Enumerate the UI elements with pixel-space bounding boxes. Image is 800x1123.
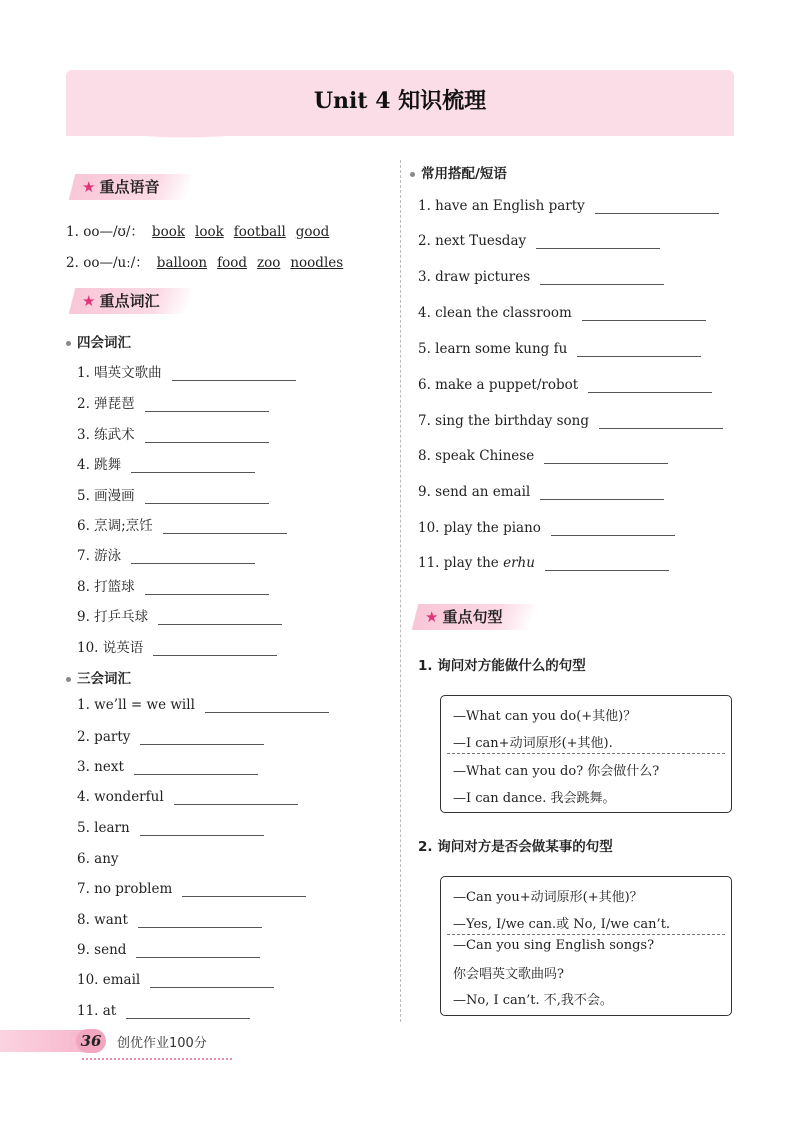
star-icon: ★ (425, 608, 439, 626)
vocab-item: 7. no problem (77, 881, 306, 897)
answer-blank[interactable] (131, 460, 255, 473)
answer-blank[interactable] (145, 430, 269, 443)
pattern-2-title: 2. 询问对方是否会做某事的句型 (418, 839, 613, 855)
answer-blank[interactable] (131, 551, 255, 564)
answer-blank[interactable] (163, 521, 287, 534)
answer-blank[interactable] (544, 451, 668, 464)
book-name: 创优作业100分 (117, 1036, 207, 1051)
column-divider (400, 160, 402, 1022)
answer-blank[interactable] (145, 399, 269, 412)
pron-row-2: 2. oo—/uː/： balloon food zoo noodles (66, 255, 344, 271)
dashed-separator (447, 753, 725, 754)
banner-wave (66, 118, 734, 148)
pattern-line: —Yes, I/we can.或 No, I/we can’t. (453, 917, 671, 932)
answer-blank[interactable] (540, 487, 664, 500)
pattern-line: 你会唱英文歌曲吗? (453, 967, 564, 982)
page-title: Unit 4 知识梳理 (313, 88, 487, 114)
vocab-item: 3. 练武术 (77, 423, 269, 443)
subhead-four-skill-words: 四会词汇 (66, 331, 131, 351)
answer-blank[interactable] (158, 612, 282, 625)
answer-blank[interactable] (145, 491, 269, 504)
phrase-item: 2. next Tuesday (418, 233, 660, 249)
phrase-item: 9. send an email (418, 484, 664, 500)
answer-blank[interactable] (182, 884, 306, 897)
answer-blank[interactable] (595, 201, 719, 214)
answer-blank[interactable] (153, 643, 277, 656)
subhead-three-skill-words: 三会词汇 (66, 667, 131, 687)
phrase-item: 3. draw pictures (418, 269, 664, 285)
answer-blank[interactable] (588, 380, 712, 393)
answer-blank[interactable] (205, 700, 329, 713)
phrase-item: 8. speak Chinese (418, 448, 668, 464)
phrase-item: 6. make a puppet/robot (418, 377, 712, 393)
vocab-item: 8. 打篮球 (77, 575, 269, 595)
phrase-item: 5. learn some kung fu (418, 341, 701, 357)
vocab-item: 6. any (77, 851, 119, 867)
vocab-item: 7. 游泳 (77, 544, 255, 564)
subhead-phrases: 常用搭配/短语 (410, 162, 507, 182)
vocab-item: 10. email (77, 972, 274, 988)
vocab-item: 10. 说英语 (77, 636, 277, 656)
vocab-item: 2. party (77, 729, 264, 745)
pattern-1-box (440, 695, 732, 813)
answer-blank[interactable] (145, 582, 269, 595)
answer-blank[interactable] (140, 823, 264, 836)
section-vocabulary: ★ 重点词汇 (69, 288, 193, 314)
answer-blank[interactable] (540, 272, 664, 285)
pattern-line: —No, I can’t. 不,我不会。 (453, 993, 613, 1008)
answer-blank[interactable] (126, 1006, 250, 1019)
footer-dots (82, 1058, 232, 1060)
star-icon: ★ (82, 178, 96, 196)
star-icon: ★ (82, 292, 96, 310)
pattern-line: —What can you do(+其他)？ (453, 709, 637, 724)
vocab-item: 4. 跳舞 (77, 453, 255, 473)
answer-blank[interactable] (136, 945, 260, 958)
pattern-2-box (440, 876, 732, 1016)
answer-blank[interactable] (582, 308, 706, 321)
phrase-item: 11. play the erhu (418, 555, 669, 571)
pattern-line: —What can you do? 你会做什么? (453, 764, 660, 779)
answer-blank[interactable] (172, 368, 296, 381)
pattern-line: —I can dance. 我会跳舞。 (453, 791, 616, 806)
vocab-item: 9. send (77, 942, 260, 958)
answer-blank[interactable] (150, 975, 274, 988)
vocab-item: 4. wonderful (77, 789, 298, 805)
pron-row-1: 1. oo—/ʊ/： book look football good (66, 224, 330, 240)
answer-blank[interactable] (545, 558, 669, 571)
vocab-item: 1. we’ll = we will (77, 697, 329, 713)
answer-blank[interactable] (536, 236, 660, 249)
phrase-item: 10. play the piano (418, 520, 675, 536)
vocab-item: 3. next (77, 759, 258, 775)
section-pronunciation: ★ 重点语音 (69, 174, 193, 200)
answer-blank[interactable] (599, 416, 723, 429)
answer-blank[interactable] (577, 344, 701, 357)
vocab-item: 1. 唱英文歌曲 (77, 361, 296, 381)
dashed-separator (447, 934, 725, 935)
pattern-line: —Can you sing English songs? (453, 938, 655, 953)
section-sentence-patterns: ★ 重点句型 (412, 604, 536, 630)
answer-blank[interactable] (138, 915, 262, 928)
vocab-item: 5. 画漫画 (77, 484, 269, 504)
phrase-item: 7. sing the birthday song (418, 413, 723, 429)
vocab-item: 5. learn (77, 820, 264, 836)
answer-blank[interactable] (134, 762, 258, 775)
vocab-item: 9. 打乒乓球 (77, 605, 282, 625)
answer-blank[interactable] (140, 732, 264, 745)
vocab-item: 6. 烹调;烹饪 (77, 514, 287, 534)
pattern-line: —I can+动词原形(+其他). (453, 736, 613, 751)
phrase-item: 1. have an English party (418, 198, 719, 214)
answer-blank[interactable] (174, 792, 298, 805)
phrase-item: 4. clean the classroom (418, 305, 706, 321)
pattern-line: —Can you+动词原形(+其他)？ (453, 890, 643, 905)
vocab-item: 2. 弹琵琶 (77, 392, 269, 412)
vocab-item: 11. at (77, 1003, 250, 1019)
vocab-item: 8. want (77, 912, 262, 928)
answer-blank[interactable] (551, 523, 675, 536)
pattern-1-title: 1. 询问对方能做什么的句型 (418, 658, 586, 674)
page-number: 36 (76, 1029, 106, 1053)
